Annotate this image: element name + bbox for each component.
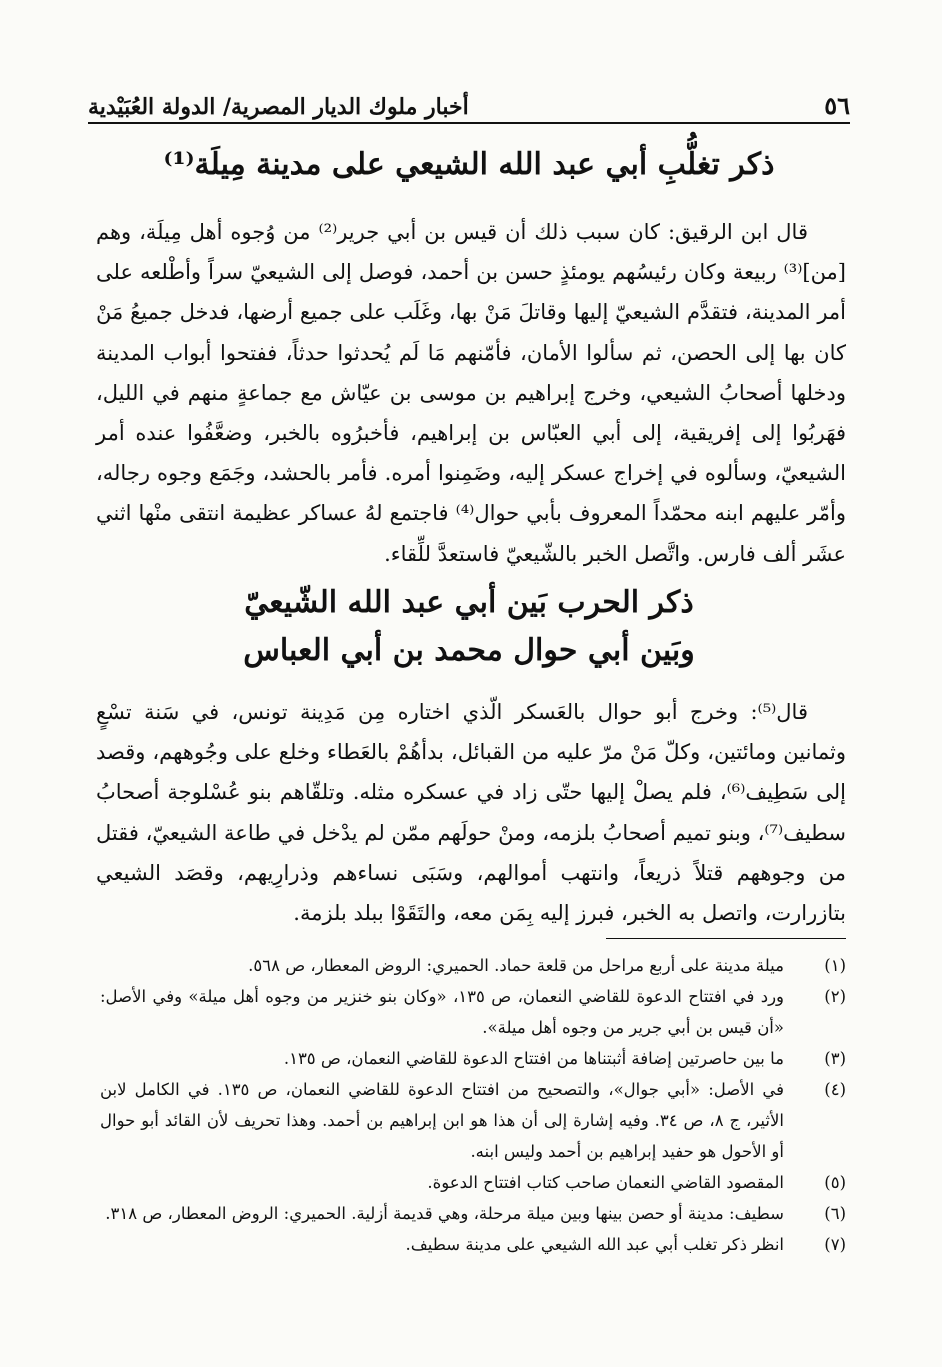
section-title-1: ذكر تغلُّبِ أبي عبد الله الشيعي على مدينة مِيلَة⁽¹⁾	[163, 147, 775, 182]
footnote	[100, 1074, 846, 1167]
footnote	[100, 1229, 846, 1260]
footnote	[100, 1043, 846, 1074]
footnote-text: ما بين حاصرتين إضافة أثبتناها من افتتاح الدعوة للقاضي النعمان، ص ١٣٥.	[283, 1049, 784, 1068]
footnotes	[100, 950, 846, 1260]
footnote-text: ورد في افتتاح الدعوة للقاضي النعمان، ص ١٣٥، «وكان بنو خنزير من وجوه أهل ميلة» وفي الأصل: «أن قيس بن أبي جرير من وجوه أهل ميلة».	[100, 987, 785, 1037]
footnote-text: في الأصل: «أبي جوال»، والتصحيح من افتتاح الدعوة للقاضي النعمان، ص ١٣٥. في الكامل لابن الأثير، ج ٨، ص ٣٤. وفيه إشارة إلى أن هذا هو ابن إبراهيم بن أحمد. وهذا تحريف لأن القائد أبو حوال أو الأحول هو حفيد إبراهيم بن أحمد وليس ابنه.	[100, 1080, 784, 1161]
section-1-body	[96, 212, 846, 574]
running-title: أخبار ملوك الديار المصرية/ الدولة العُبَيْدية	[88, 94, 469, 120]
footnote-text: انظر ذكر تغلب أبي عبد الله الشيعي على مدينة سطيف.	[405, 1235, 784, 1254]
footnote-number: (٦)	[824, 1204, 846, 1223]
section-title-2-line-1: ذكر الحرب بَين أبي عبد الله الشّيعيّ	[244, 585, 694, 620]
footnote-text: ميلة مدينة على أربع مراحل من قلعة حماد. الحميري: الروض المعطار، ص ٥٦٨.	[248, 956, 784, 975]
footnote-number: (٣)	[824, 1049, 846, 1068]
footnote	[100, 1198, 846, 1229]
footnote-number: (٧)	[824, 1235, 846, 1254]
section-2-body	[96, 692, 846, 933]
footnote-number: (٥)	[824, 1173, 846, 1192]
paragraph: قال⁽⁵⁾: وخرج أبو حوال بالعَسكر الّذي اختاره مِن مَدِينة تونس، في سَنة تسْعٍ وثمانين ومائتين، وكلّ مَنْ مرّ عليه من القبائل، بدأهُمْ بالعَطاء وخلع على وجُوههم، وقصد إلى سَطِيف⁽⁶⁾، فلم يصلْ إليها حتّى زاد في عسكره مثله. وتلقّاهم بنو عُسْلوجة أصحابُ سطيف⁽⁷⁾، وبنو تميم أصحابُ بلزمه، ومنْ حولَهم ممّن لم يدْخل في طاعة الشيعيّ، فقتل من وجوههم قتلاً ذريعاً، وانتهب أموالهم، وسَبَى نساءهم وذرارِيهم، وقصَد الشيعي بتازرارت، واتصل به الخبر، فبرز إليه بِمَن معه، والتَقَوْا ببلد بلزمة.	[96, 700, 847, 926]
footnote-rule	[606, 938, 846, 939]
footnote	[100, 950, 846, 981]
page-number: ٥٦	[824, 91, 850, 120]
footnote-text: سطيف: مدينة أو حصن بينها وبين ميلة مرحلة، وهي قديمة أزلية. الحميري: الروض المعطار، ص ٣١٨.	[105, 1204, 784, 1223]
footnote	[100, 1167, 846, 1198]
section-title-2-line-2: وبَين أبي حوال محمد بن أبي العباس	[243, 633, 695, 668]
paragraph: قال ابن الرقيق: كان سبب ذلك أن قيس بن أبي جرير⁽²⁾ من وُجوه أهل مِيلَة، وهم [من]⁽³⁾ ربيعة وكان رئيسُهم يومئذٍ حسن بن أحمد، فوصل إلى الشيعيّ سراً وأطْلعه على أمر المدينة، فتقدَّم الشيعيّ إليها وقاتلَ مَنْ بها، وغَلَب على جميع أرضها، فدخل جميعُ مَنْ كان بها إلى الحصن، ثم سألوا الأمان، فأمّنهم مَا لَم يُحدثوا حدثاً، ففتحوا أبواب المدينة ودخلها أصحابُ الشيعي، وخرج إبراهيم بن موسى بن عيّاش مع جماعةٍ منهم في الليل، فهَربُوا إلى إفريقية، إلى أبي العبّاس بن إبراهيم، فأخبرُوه بالخبر، وضعَّفُوا عنده أمر الشيعيّ، وسألوه في إخراج عسكر إليه، وضَمِنوا أمره. فأمر بالحشد، وجَمَع وجوه رجاله، وأمّر عليهم ابنه محمّداً المعروف بأبي حوال⁽⁴⁾ فاجتمع لهُ عساكر عظيمة انتقى منْها اثني عشَر ألف فارس. واتَّصل الخبر بالشّيعيّ فاستعدَّ للِّقاء.	[96, 220, 846, 566]
footnote-number: (١)	[824, 956, 846, 975]
footnote	[100, 981, 846, 1043]
page-header	[88, 84, 850, 120]
header-rule	[88, 122, 850, 124]
footnote-text: المقصود القاضي النعمان صاحب كتاب افتتاح الدعوة.	[427, 1173, 784, 1192]
footnote-number: (٢)	[824, 987, 846, 1006]
footnote-number: (٤)	[824, 1080, 846, 1099]
